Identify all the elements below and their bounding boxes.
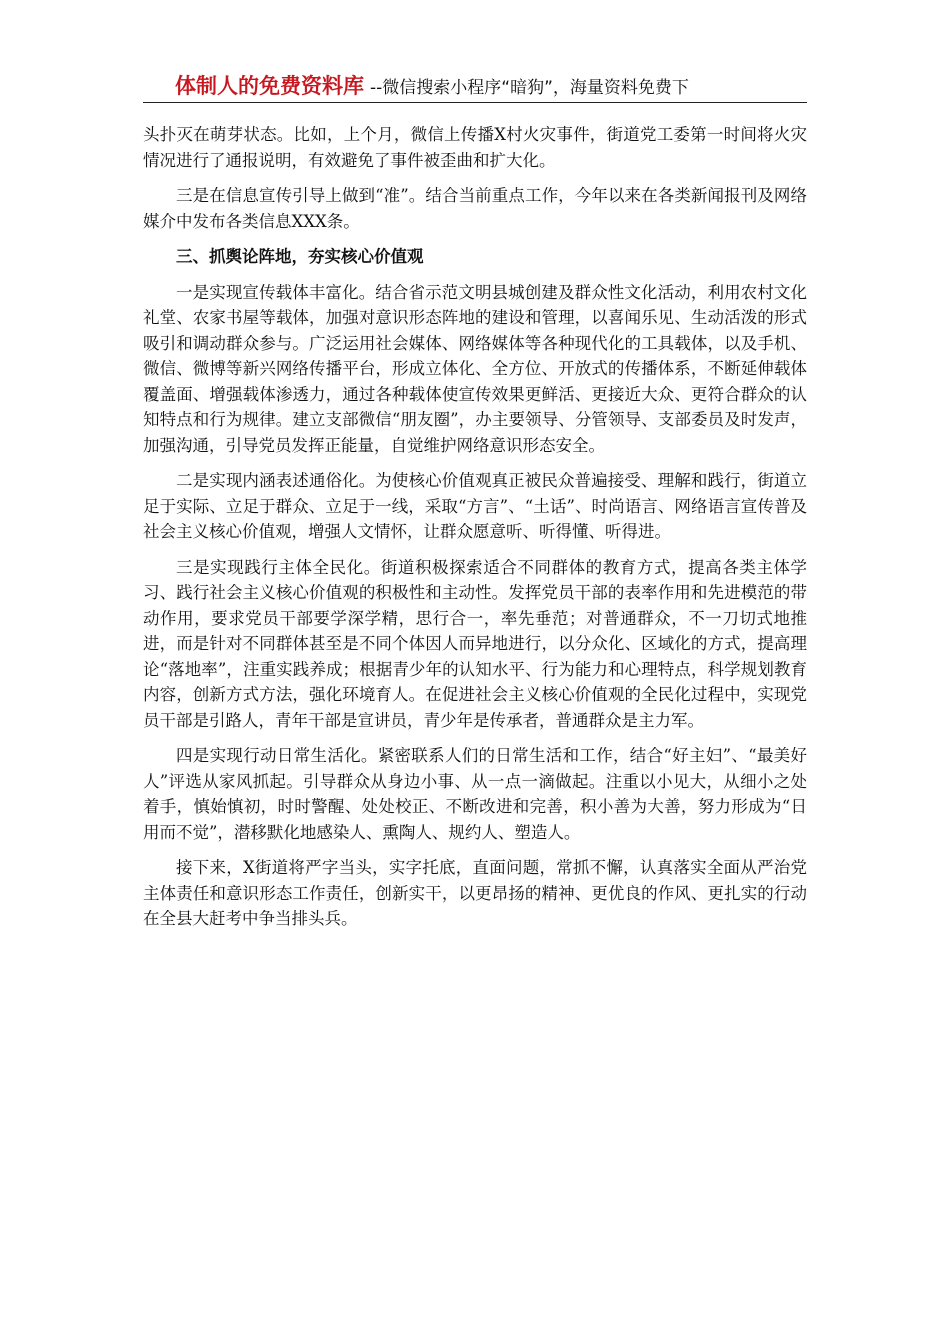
header-tagline: --微信搜索小程序“暗狗”，海量资料免费下 — [370, 78, 689, 98]
paragraph-continuation: 头扑灭在萌芽状态。比如，上个月，微信上传播X村火灾事件，街道党工委第一时间将火灾情况进行了通报说明，有效避免了事件被歪曲和扩大化。 — [143, 125, 807, 170]
header-brand: 体制人的免费资料库 — [175, 74, 364, 98]
section-heading-3: 三、抓舆论阵地，夯实核心价值观 — [176, 247, 424, 266]
document-body — [143, 122, 807, 942]
paragraph-info-publicity: 三是在信息宣传引导上做到“准”。结合当前重点工作，今年以来在各类新闻报刊及网络媒介中发布各类信息XXX条。 — [143, 186, 807, 231]
paragraph-carrier: 一是实现宣传载体丰富化。结合省示范文明县城创建及群众性文化活动，利用农村文化礼堂、农家书屋等载体，加强对意识形态阵地的建设和管理，以喜闻乐见、生动活泼的形式吸引和调动群众参与。广泛运用社会媒体、网络媒体等各种现代化的工具载体，以及手机、微信、微博等新兴网络传播平台，形成立体化、全方位、开放式的传播体系，不断延伸载体覆盖面、增强载体渗透力，通过各种载体使宣传效果更鲜活、更接近大众、更符合群众的认知特点和行为规律。建立支部微信“朋友圈”，办主要领导、分管领导、支部委员及时发声，加强沟通，引导党员发挥正能量，自觉维护网络意识形态安全。 — [143, 282, 807, 455]
paragraph-daily-life: 四是实现行动日常生活化。紧密联系人们的日常生活和工作，结合“好主妇”、“最美好人”评选从家风抓起。引导群众从身边小事、从一点一滴做起。注重以小见大，从细小之处着手，慎始慎初，时时警醒、处处校正、不断改进和完善，积小善为大善，努力形成为“日用而不觉”，潜移默化地感染人、熏陶人、规约人、塑造人。 — [143, 746, 807, 842]
paragraph-practice: 三是实现践行主体全民化。街道积极探索适合不同群体的教育方式，提高各类主体学习、践行社会主义核心价值观的积极性和主动性。发挥党员干部的表率作用和先进模范的带动作用，要求党员干部要学深学精，思行合一，率先垂范；对普通群众，不一刀切式地推进，而是针对不同群体甚至是不同个体因人而异地进行，以分众化、区域化的方式，提高理论“落地率”，注重实践养成；根据青少年的认知水平、行为能力和心理特点，科学规划教育内容，创新方式方法，强化环境育人。在促进社会主义核心价值观的全民化过程中，实现党员干部是引路人，青年干部是宣讲员，青少年是传承者，普通群众是主力军。 — [143, 557, 807, 730]
paragraph-expression: 二是实现内涵表述通俗化。为使核心价值观真正被民众普遍接受、理解和践行，街道立足于实际、立足于群众、立足于一线，采取“方言”、“土话”、时尚语言、网络语言宣传普及社会主义核心价值观，增强人文情怀，让群众愿意听、听得懂、听得进。 — [143, 471, 807, 541]
paragraph-conclusion: 接下来，X街道将严字当头，实字托底，直面问题，常抓不懈，认真落实全面从严治党主体责任和意识形态工作责任，创新实干，以更昂扬的精神、更优良的作风、更扎实的行动在全县大赶考中争当排头兵。 — [143, 858, 807, 928]
page-header — [143, 70, 807, 103]
